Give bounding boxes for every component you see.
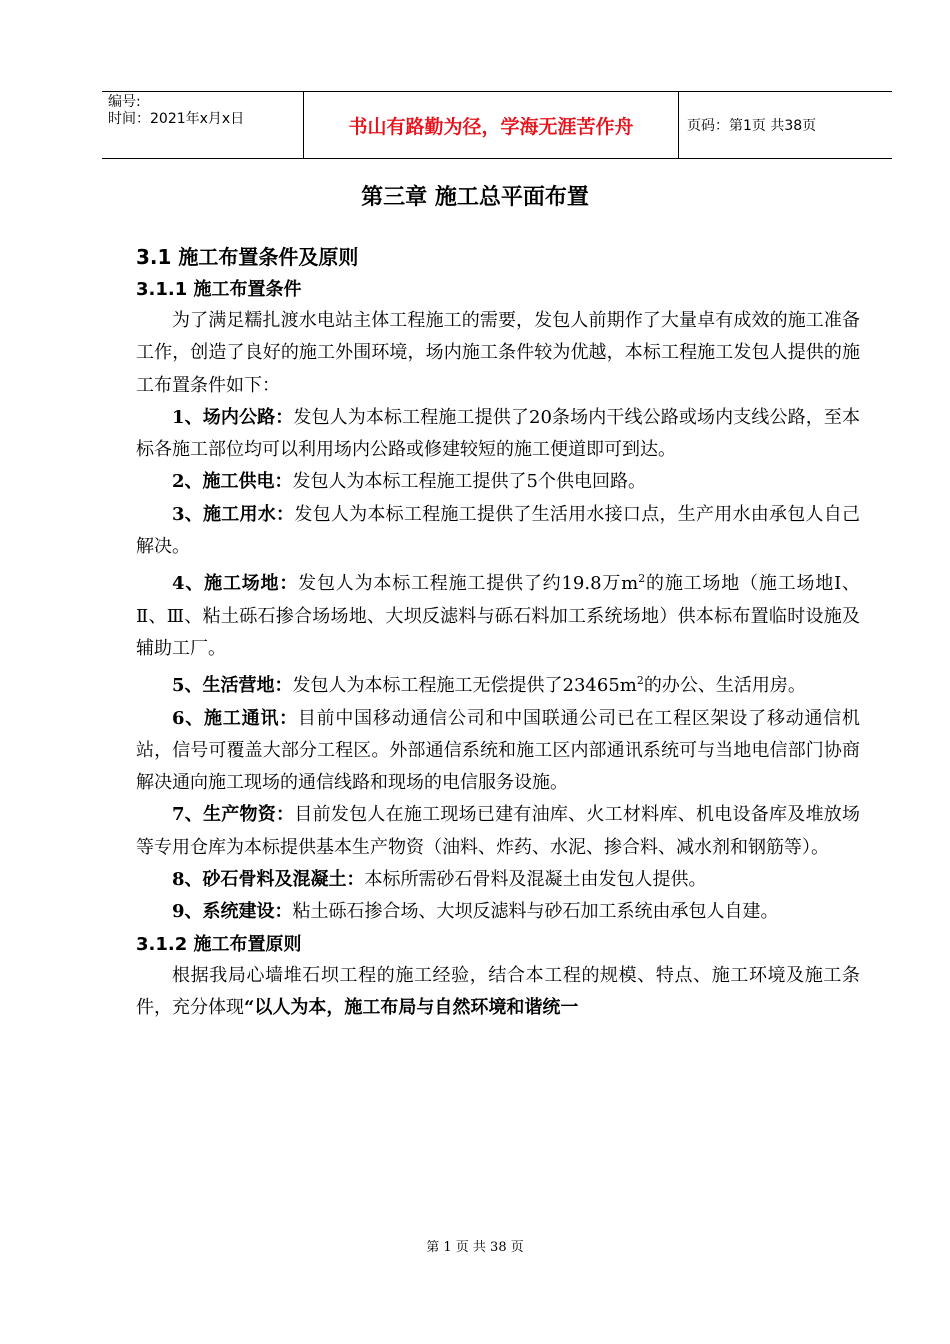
item-text: 发包人为本标工程施工提供了20条场内干线公路或场内支线公路，至本标各施工部位均可以利用场内公路或修建较短的施工便道即可到达。 [136,406,860,461]
superscript: 2 [636,674,644,688]
item-aggregate [136,864,860,896]
item-label: 3、施工用水： [172,503,295,525]
item-text: 发包人为本标工程施工无偿提供了23465m [292,675,637,697]
item-text: 的施工场地（施工场地Ⅰ、Ⅱ、Ⅲ、粘土砾石掺合场场地、大坝反滤料与砾石料加工系统场地）供本标布置临时设施及辅助工厂。 [136,573,860,659]
item-system [136,896,860,928]
item-materials [136,799,860,864]
principle-text: 根据我局心墙堆石坝工程的施工经验，结合本工程的规模、特点、施工环境及施工条件，充分体现 [136,964,860,1018]
item-label: 6、施工通讯： [172,707,298,729]
item-text: 本标所需砂石骨料及混凝土由发包人提供。 [364,869,707,891]
item-site [136,563,860,665]
item-power [136,466,860,498]
item-roads [136,402,860,467]
item-communication [136,703,860,800]
item-label: 7、生产物资： [172,804,295,826]
item-text: 发包人为本标工程施工提供了5个供电回路。 [292,471,646,493]
page-footer: 第 1 页 共 38 页 [426,1240,524,1255]
principle-paragraph [136,960,860,1025]
item-text: 发包人为本标工程施工提供了生活用水接口点，生产用水由承包人自己解决。 [136,503,861,558]
document-number-label: 编号: [108,94,141,110]
item-water [136,499,860,564]
header-meta-cell [102,92,304,158]
item-camp [136,665,860,702]
section-heading-3-1-1: 3.1.1 施工布置条件 [136,279,302,300]
section-heading-3-1: 3.1 施工布置条件及原则 [136,245,359,269]
chapter-title: 第三章 施工总平面布置 [361,185,589,210]
item-text: 目前发包人在施工现场已建有油库、火工材料库、机电设备库及堆放场等专用仓库为本标提供基本生产物资（油料、炸药、水泥、掺合料、减水剂和钢筋等）。 [136,804,861,858]
item-text: 的办公、生活用房。 [643,675,806,697]
item-label: 4、施工场地： [172,573,299,595]
item-label: 9、系统建设： [172,901,293,923]
item-text: 目前中国移动通信公司和中国联通公司已在工程区架设了移动通信机站，信号可覆盖大部分工程区。外部通信系统和施工区内部通讯系统可与当地电信部门协商解决通向施工现场的通信线路和现场的电信服务设施。 [136,707,860,794]
item-label: 5、生活营地： [172,675,293,697]
page-header [102,91,892,159]
item-label: 1、场内公路： [172,406,294,428]
section-heading-3-1-2: 3.1.2 施工布置原则 [136,933,302,955]
item-text: 粘土砾石掺合场、大坝反滤料与砂石加工系统由承包人自建。 [292,901,779,923]
document-body [136,240,860,1024]
header-motto: 书山有路勤为径，学海无涯苦作舟 [304,92,679,158]
item-label: 8、砂石骨料及混凝土： [172,869,365,891]
superscript: 2 [638,572,646,586]
document-time: 时间：2021年x月x日 [108,111,245,127]
header-page-info: 页码：第1页 共38页 [687,118,817,134]
intro-paragraph: 为了满足糯扎渡水电站主体工程施工的需要，发包人前期作了大量卓有成效的施工准备工作，创造了良好的施工外围环境，场内施工条件较为优越，本标工程施工发包人提供的施工布置条件如下： [136,310,860,396]
item-text: 发包人为本标工程施工提供了约19.8万m [298,573,639,595]
item-label: 2、施工供电： [172,471,293,493]
principle-bold-text: “以人为本，施工布局与自然环境和谐统一 [244,996,579,1018]
